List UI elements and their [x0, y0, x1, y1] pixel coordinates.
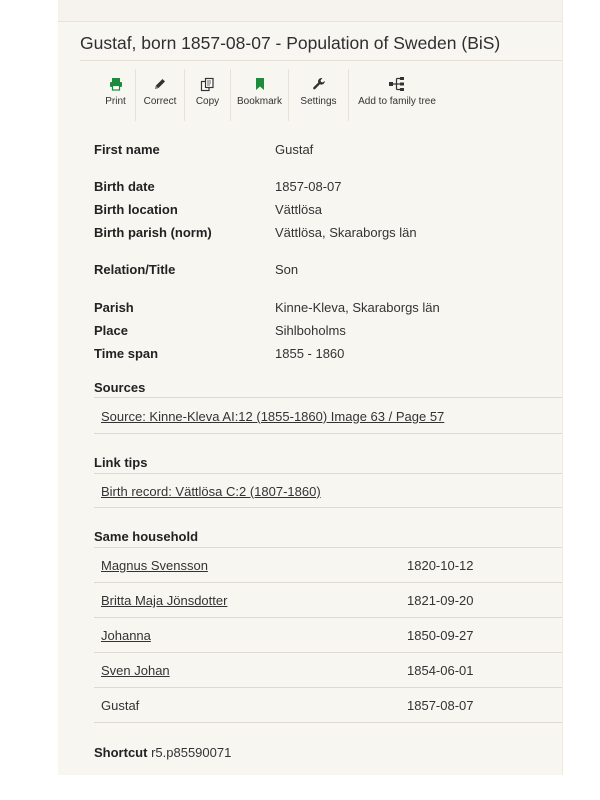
household-member-link[interactable]: Sven Johan — [101, 663, 170, 678]
divider — [94, 433, 562, 434]
time-span-value: 1855 - 1860 — [275, 346, 345, 361]
birth-location-value: Vättlösa — [275, 202, 322, 217]
divider — [94, 722, 562, 723]
parish-label: Parish — [94, 300, 134, 315]
birth-date-value: 1857-08-07 — [275, 179, 342, 194]
birth-date-label: Birth date — [94, 179, 155, 194]
print-label: Print — [105, 96, 126, 107]
shortcut — [94, 745, 231, 760]
relation-value: Son — [275, 262, 299, 277]
copy-icon — [200, 75, 215, 93]
add-to-family-tree-label: Add to family tree — [358, 96, 436, 107]
divider — [94, 582, 562, 583]
divider — [94, 687, 562, 688]
divider — [94, 473, 562, 474]
settings-button[interactable] — [289, 69, 349, 121]
birth-location-label: Birth location — [94, 202, 178, 217]
copy-label: Copy — [195, 96, 220, 107]
household-member-date: 1820-10-12 — [407, 558, 474, 573]
link-tips-heading: Link tips — [94, 455, 148, 470]
household-heading: Same household — [94, 529, 199, 544]
bookmark-label: Bookmark — [236, 96, 282, 107]
relation-label: Relation/Title — [94, 262, 176, 277]
birth-parish-label: Birth parish (norm) — [94, 225, 212, 240]
record-panel — [58, 0, 562, 775]
shortcut-label: Shortcut — [94, 745, 148, 760]
first-name-label: First name — [94, 142, 160, 157]
parish-value: Kinne-Kleva, Skaraborgs län — [275, 300, 440, 315]
shortcut-value: r5.p85590071 — [151, 745, 232, 760]
family-tree-icon — [388, 75, 406, 93]
birth-record-link[interactable]: Birth record: Vättlösa C:2 (1807-1860) — [101, 484, 321, 499]
wrench-icon — [312, 75, 326, 93]
household-member-link[interactable]: Johanna — [101, 628, 151, 643]
divider — [94, 652, 562, 653]
sources-heading: Sources — [94, 380, 146, 395]
panel-top-bar — [58, 0, 562, 22]
printer-icon — [109, 75, 123, 93]
household-member-current: Gustaf — [101, 698, 140, 713]
place-label: Place — [94, 323, 128, 338]
settings-label: Settings — [300, 96, 337, 107]
household-member-date: 1821-09-20 — [407, 593, 474, 608]
first-name-value: Gustaf — [275, 142, 314, 157]
household-member-date: 1857-08-07 — [407, 698, 474, 713]
add-to-family-tree-button[interactable] — [349, 69, 445, 121]
source-link[interactable]: Source: Kinne-Kleva AI:12 (1855-1860) Image 63 / Page 57 — [101, 409, 445, 424]
household-member-link[interactable]: Magnus Svensson — [101, 558, 208, 573]
household-member-link[interactable]: Britta Maja Jönsdotter — [101, 593, 228, 608]
correct-label: Correct — [143, 96, 177, 107]
divider — [94, 507, 562, 508]
toolbar — [96, 69, 445, 121]
divider — [94, 397, 562, 398]
household-member-date: 1854-06-01 — [407, 663, 474, 678]
place-value: Sihlboholms — [275, 323, 346, 338]
birth-parish-value: Vättlösa, Skaraborgs län — [275, 225, 417, 240]
bookmark-icon — [254, 75, 266, 93]
copy-button[interactable] — [185, 69, 231, 121]
correct-button[interactable] — [136, 69, 185, 121]
household-member-date: 1850-09-27 — [407, 628, 474, 643]
divider — [94, 547, 562, 548]
bookmark-button[interactable] — [231, 69, 289, 121]
pencil-icon — [153, 75, 167, 93]
page-title: Gustaf, born 1857-08-07 - Population of Sweden (BiS) — [80, 33, 501, 53]
divider — [94, 617, 562, 618]
title-divider — [80, 60, 562, 61]
print-button[interactable] — [96, 69, 136, 121]
time-span-label: Time span — [94, 346, 159, 361]
